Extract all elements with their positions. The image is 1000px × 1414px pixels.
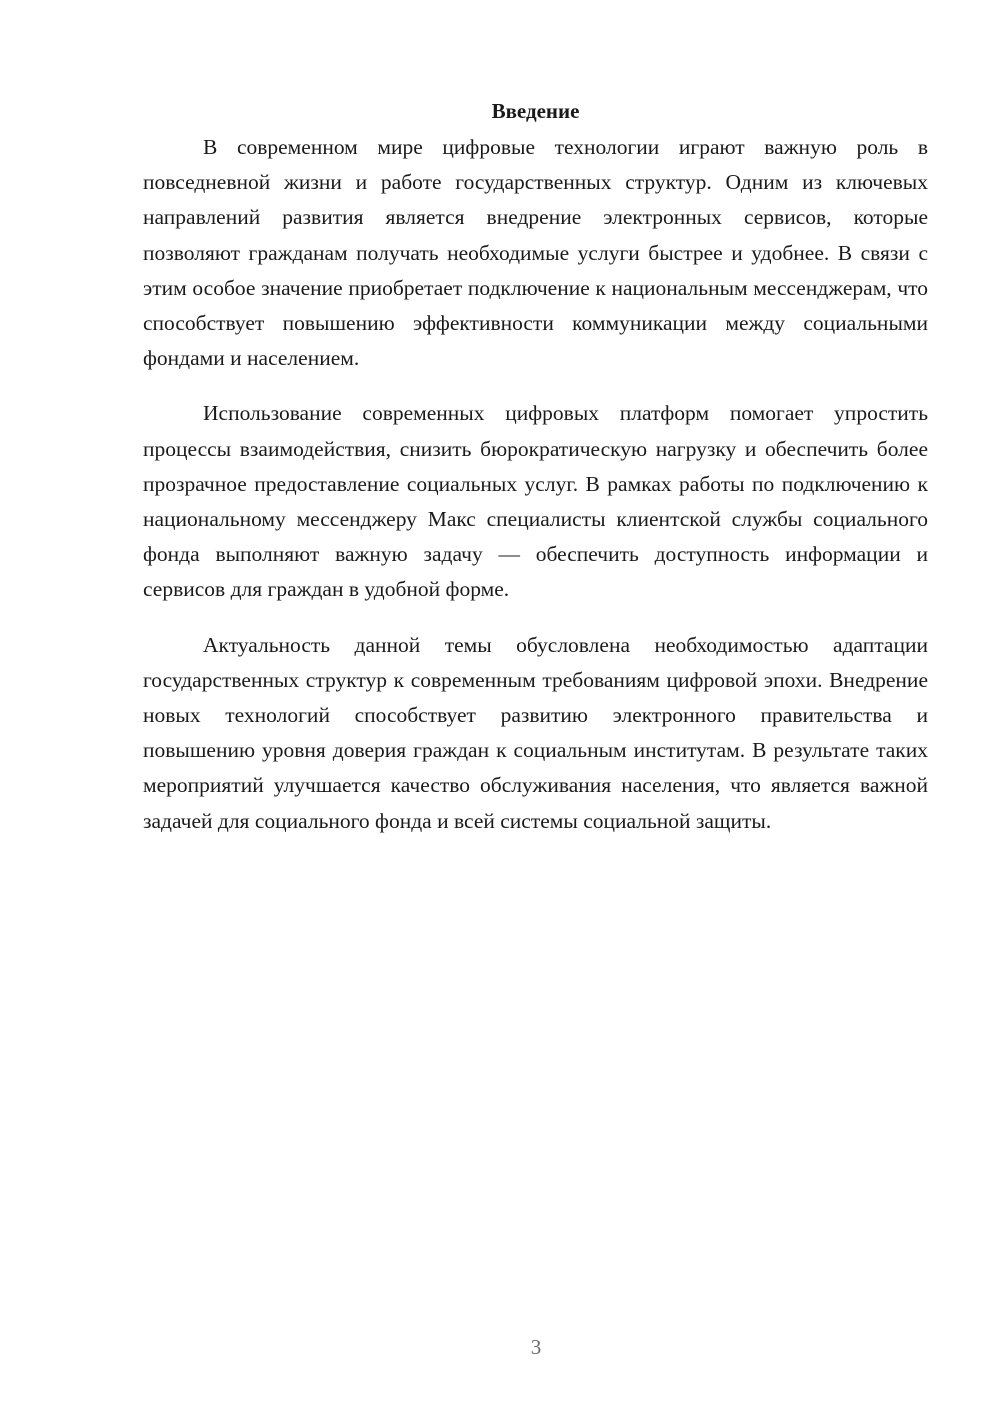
page-content xyxy=(143,96,928,859)
paragraph-1: В современном мире цифровые технологии играют важную роль в повседневной жизни и работе государственных структур. Одним из ключевых направлений развития является внедрение электронных сервисов, которые позволяют гражданам получать необходимые услуги быстрее и удобнее. В связи с этим особое значение приобретает подключение к национальным мессенджерам, что способствует повышению эффективности коммуникации между социальными фондами и населением. xyxy=(143,135,928,371)
paragraph-3: Актуальность данной темы обусловлена необходимостью адаптации государственных структур к современным требованиям цифровой эпохи. Внедрение новых технологий способствует развитию электронного правительства и повышению уровня доверия граждан к социальным институтам. В результате таких мероприятий улучшается качество обслуживания населения, что является важной задачей для социального фонда и всей системы социальной защиты. xyxy=(143,632,928,833)
section-title: Введение xyxy=(491,99,580,123)
paragraph-2: Использование современных цифровых платформ помогает упростить процессы взаимодействия, снизить бюрократическую нагрузку и обеспечить более прозрачное предоставление социальных услуг. В рамках работы по подключению к национальному мессенджеру Макс специалисты клиентской службы социального фонда выполняют важную задачу — обеспечить доступность информации и сервисов для граждан в удобной форме. xyxy=(143,401,928,602)
page-number: 3 xyxy=(530,1335,542,1359)
